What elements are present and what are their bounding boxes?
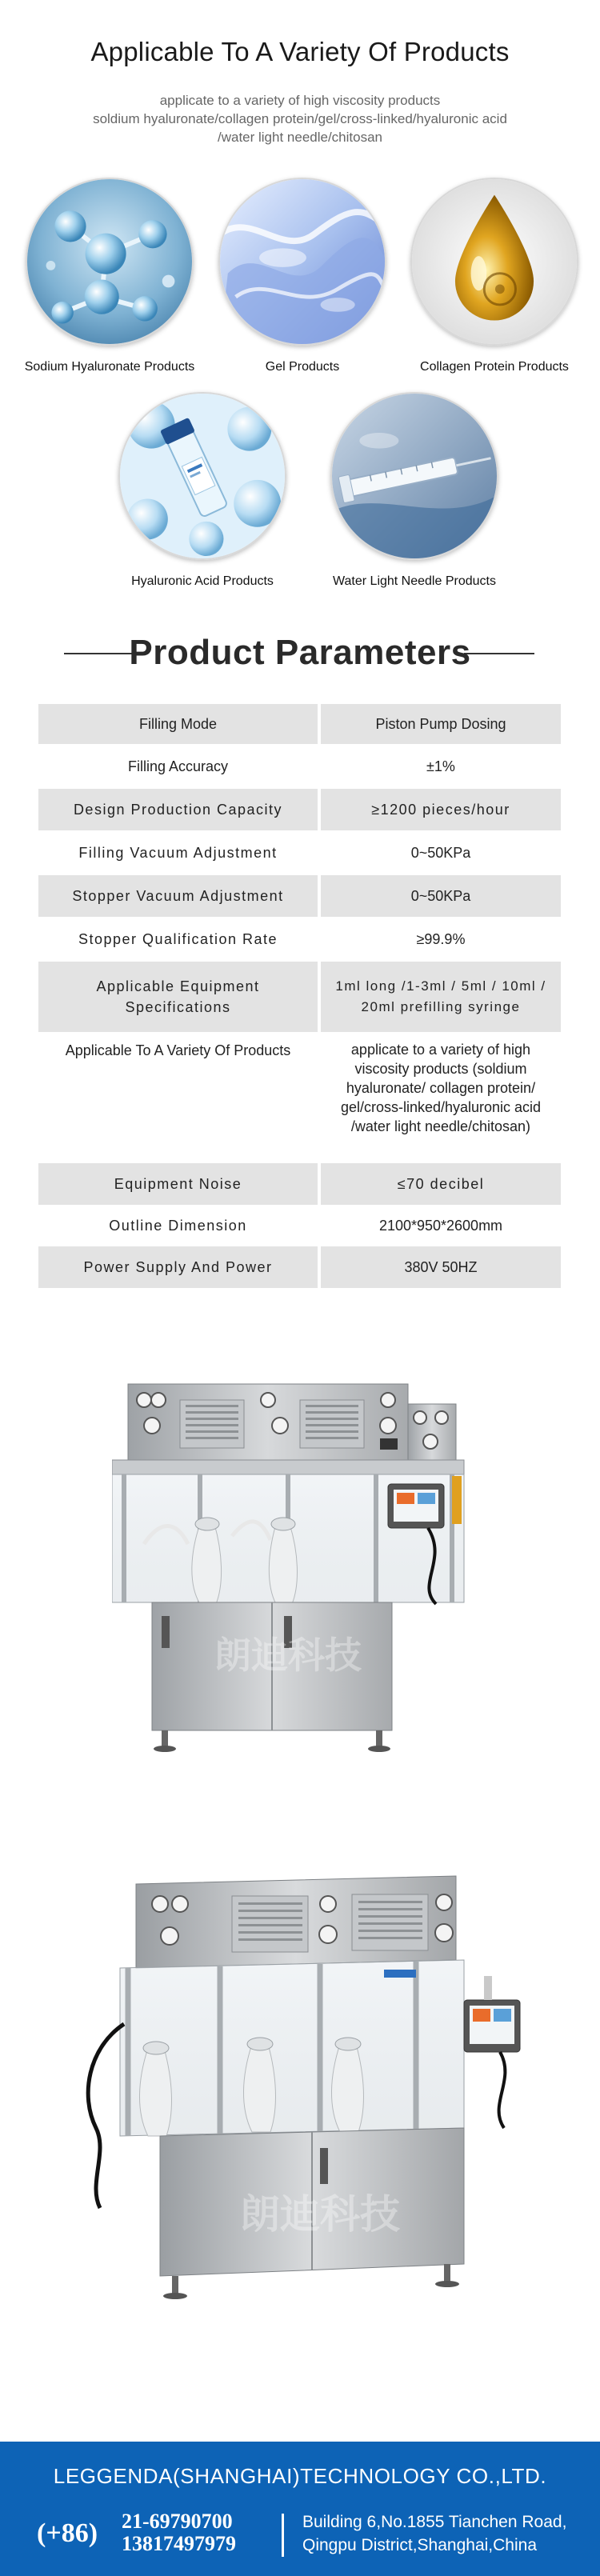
param-name: Stopper Vacuum Adjustment (38, 875, 318, 917)
table-row (38, 704, 561, 744)
table-row (38, 920, 561, 958)
table-row (38, 747, 561, 786)
param-name: Power Supply And Power (38, 1246, 318, 1288)
param-value: ±1% (321, 747, 561, 786)
subtitle-line: /water light needle/chitosan (217, 130, 383, 145)
address-line: Building 6,No.1855 Tianchen Road, (302, 2513, 567, 2531)
table-row (38, 789, 561, 830)
parameters-heading (0, 627, 600, 678)
param-value: Piston Pump Dosing (321, 704, 561, 744)
subtitle-line: soldium hyaluronate/collagen protein/gel/cross-linked/hyaluronic acid (93, 111, 507, 126)
gel-image (218, 178, 386, 346)
table-row (38, 962, 561, 1032)
parameters-title: Product Parameters (129, 633, 471, 672)
product-label: Gel Products (265, 360, 340, 374)
filling-machine-angle-image (80, 1864, 528, 2344)
address-line: Qingpu District,Shanghai,China (302, 2536, 537, 2554)
company-name: LEGGENDA(SHANGHAI)TECHNOLOGY CO.,LTD. (53, 2464, 547, 2488)
product-card-collagen (398, 178, 590, 374)
param-value: 1ml long /1-3ml / 5ml / 10ml / 20ml prefilling syringe (321, 962, 561, 1032)
param-name: Stopper Qualification Rate (38, 920, 318, 958)
syringe-image (330, 392, 498, 560)
vial-image (118, 392, 286, 560)
param-value: 2100*950*2600mm (321, 1208, 561, 1243)
phone-number[interactable]: 21-69790700 (122, 2510, 233, 2533)
param-name: Applicable To A Variety Of Products (38, 1035, 318, 1160)
product-label: Water Light Needle Products (333, 574, 496, 588)
param-value: 0~50KPa (321, 834, 561, 872)
golden-drop-image (410, 178, 578, 346)
param-value: ≥1200 pieces/hour (321, 789, 561, 830)
table-row (38, 1208, 561, 1243)
param-value: 0~50KPa (321, 875, 561, 917)
product-card-hyaluronic-acid (106, 392, 298, 589)
table-row (38, 1163, 561, 1205)
section-title-products: Applicable To A Variety Of Products (90, 37, 510, 66)
param-name: Filling Mode (38, 704, 318, 744)
product-card-sodium-hyaluronate (14, 178, 206, 374)
machine-watermark: 朗迪科技 (214, 1634, 362, 1677)
param-value: ≥99.9% (321, 920, 561, 958)
country-code: (+86) (37, 2518, 98, 2548)
company-address (302, 2510, 566, 2557)
product-card-gel (206, 178, 398, 374)
footer-divider (282, 2514, 284, 2557)
param-value: ≤70 decibel (321, 1163, 561, 1205)
product-label: Collagen Protein Products (420, 360, 569, 374)
table-row (38, 834, 561, 872)
parameters-table (38, 704, 561, 1291)
phone-numbers (122, 2510, 236, 2555)
param-name: Design Production Capacity (38, 789, 318, 830)
product-card-water-light-needle (318, 392, 510, 589)
table-row (38, 1035, 561, 1160)
section-subtitle (48, 91, 552, 146)
param-name: Applicable Equipment Specifications (38, 962, 318, 1032)
param-value: applicate to a variety of high viscosity products (soldium hyaluronate/ collagen protein/ gel/cross-linked/hyaluronic acid /water light needle/chitosan) (321, 1035, 561, 1160)
param-name: Equipment Noise (38, 1163, 318, 1205)
machine-watermark: 朗迪科技 (240, 2191, 400, 2238)
subtitle-line: applicate to a variety of high viscosity products (159, 93, 441, 108)
param-name: Filling Vacuum Adjustment (38, 834, 318, 872)
table-row (38, 1246, 561, 1288)
filling-machine-front-image (112, 1376, 496, 1824)
param-value: 380V 50HZ (321, 1246, 561, 1288)
company-footer (0, 2442, 600, 2576)
phone-number[interactable]: 13817497979 (122, 2532, 236, 2555)
molecule-image (26, 178, 194, 346)
product-label: Sodium Hyaluronate Products (24, 360, 195, 374)
param-name: Filling Accuracy (38, 747, 318, 786)
product-label: Hyaluronic Acid Products (131, 574, 274, 588)
table-row (38, 875, 561, 917)
param-name: Outline Dimension (38, 1208, 318, 1243)
